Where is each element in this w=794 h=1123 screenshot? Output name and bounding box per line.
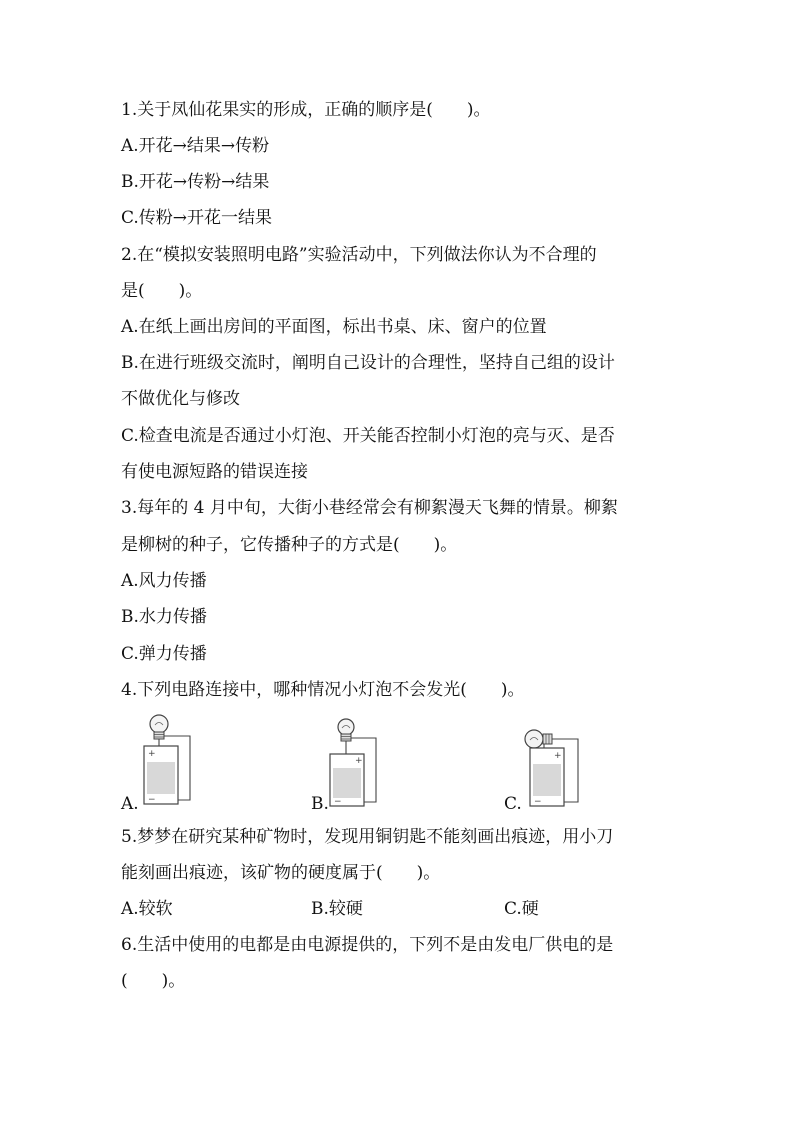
circuit-figure-b bbox=[326, 716, 382, 808]
q3-option-a: A.风力传播 bbox=[121, 571, 207, 591]
q1-option-b: B.开花→传粉→结果 bbox=[121, 172, 270, 192]
plus-sign: + bbox=[355, 756, 363, 766]
q6-stem-line2: ( )。 bbox=[121, 971, 186, 991]
q1-option-a: A.开花→结果→传粉 bbox=[121, 136, 270, 156]
q4-stem: 4.下列电路连接中，哪种情况小灯泡不会发光( )。 bbox=[121, 680, 525, 700]
figure-label-b: B. bbox=[311, 794, 329, 814]
minus-sign: − bbox=[148, 795, 156, 805]
battery-icon bbox=[144, 746, 178, 805]
q2-stem-line1: 2.在“模拟安装照明电路”实验活动中，下列做法你认为不合理的 bbox=[121, 245, 597, 265]
circuit-figure-c bbox=[522, 724, 584, 808]
bulb-icon bbox=[525, 730, 552, 748]
q5-option-a: A.较软 bbox=[121, 899, 173, 919]
q3-stem-line1: 3.每年的 4 月中旬，大街小巷经常会有柳絮漫天飞舞的情景。柳絮 bbox=[121, 498, 618, 518]
q1-option-c: C.传粉→开花一结果 bbox=[121, 208, 273, 228]
bulb-icon bbox=[150, 715, 168, 739]
q3-option-b: B.水力传播 bbox=[121, 607, 207, 627]
q2-option-b-line2: 不做优化与修改 bbox=[121, 389, 240, 409]
figure-label-a: A. bbox=[121, 794, 139, 814]
q5-option-b: B.较硬 bbox=[311, 899, 363, 919]
q5-stem-line1: 5.梦梦在研究某种矿物时，发现用铜钥匙不能刻画出痕迹，用小刀 bbox=[121, 827, 614, 847]
q2-option-a: A.在纸上画出房间的平面图，标出书桌、床、窗户的位置 bbox=[121, 317, 547, 337]
figure-label-c: C. bbox=[504, 794, 522, 814]
battery-icon bbox=[530, 748, 564, 807]
circuit-figure-a bbox=[138, 712, 194, 808]
minus-sign: − bbox=[534, 797, 542, 807]
q2-option-c-line2: 有使电源短路的错误连接 bbox=[121, 462, 308, 482]
q6-stem-line1: 6.生活中使用的电都是由电源提供的，下列不是由发电厂供电的是 bbox=[121, 935, 614, 955]
minus-sign: − bbox=[334, 797, 342, 807]
q3-option-c: C.弹力传播 bbox=[121, 644, 207, 664]
q2-option-b-line1: B.在进行班级交流时，阐明自己设计的合理性，坚持自己组的设计 bbox=[121, 353, 615, 373]
battery-icon bbox=[330, 754, 364, 807]
q1-stem: 1.关于凤仙花果实的形成，正确的顺序是( )。 bbox=[121, 100, 491, 120]
q3-stem-line2: 是柳树的种子，它传播种子的方式是( )。 bbox=[121, 535, 458, 555]
q2-option-c-line1: C.检查电流是否通过小灯泡、开关能否控制小灯泡的亮与灭、是否 bbox=[121, 426, 615, 446]
q5-stem-line2: 能刻画出痕迹，该矿物的硬度属于( )。 bbox=[121, 863, 441, 883]
q2-stem-line2: 是( )。 bbox=[121, 281, 203, 301]
q5-options bbox=[121, 898, 681, 920]
q5-option-c: C.硬 bbox=[504, 899, 539, 919]
plus-sign: + bbox=[554, 751, 562, 761]
plus-sign: + bbox=[148, 749, 156, 759]
